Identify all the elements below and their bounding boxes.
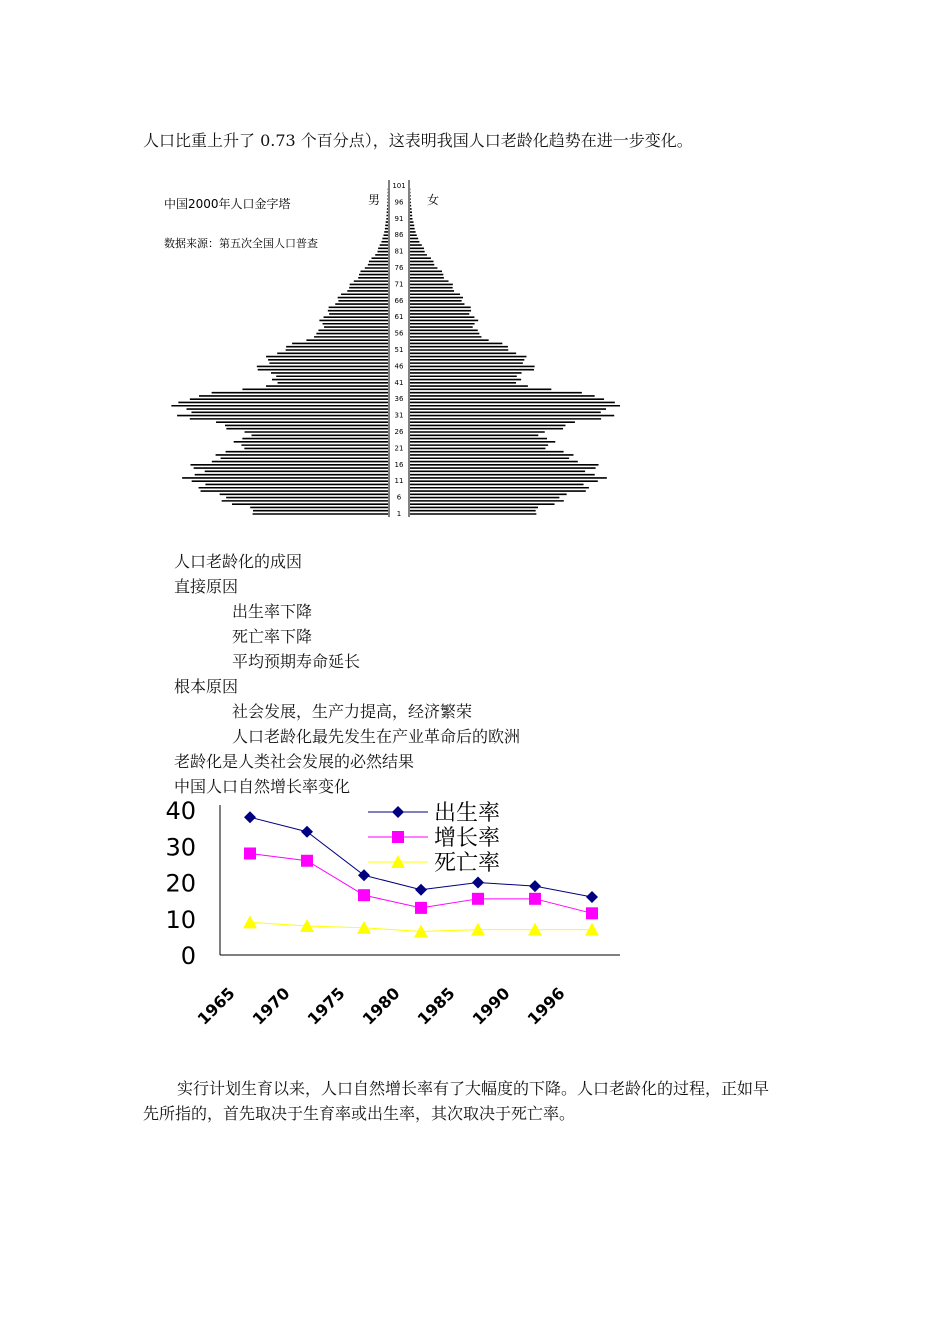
pyramid-female-label: 女 xyxy=(427,193,440,207)
pyramid-age-tick: 36 xyxy=(394,395,404,404)
rate-chart-y-tick: 0 xyxy=(180,942,196,970)
pyramid-age-tick: 86 xyxy=(394,231,404,240)
paragraph-bottom-line1: 实行计划生育以来，人口自然增长率有了大幅度的下降。人口老龄化的过程，正如早 xyxy=(177,1079,770,1098)
direct-cause-title: 直接原因 xyxy=(174,577,239,596)
rate-chart-x-tick: 1970 xyxy=(248,983,294,1029)
direct-cause-item: 平均预期寿命延长 xyxy=(232,652,361,671)
birth-rate-point xyxy=(301,826,313,838)
rate-chart-x-tick: 1996 xyxy=(523,983,569,1029)
pyramid-age-tick: 71 xyxy=(394,280,404,289)
pyramid-age-tick: 31 xyxy=(394,411,404,420)
legend-growth-rate xyxy=(368,826,500,851)
pyramid-title: 中国2000年人口金字塔 xyxy=(164,197,291,211)
pyramid-age-tick: 41 xyxy=(394,378,404,387)
rate-chart-legend xyxy=(368,801,500,876)
growth-rate-point xyxy=(586,907,598,919)
cause-title: 人口老龄化的成因 xyxy=(174,552,303,571)
pyramid-age-tick: 91 xyxy=(394,214,404,223)
birth-rate-point xyxy=(472,877,484,889)
legend-label: 死亡率 xyxy=(434,851,501,876)
rate-chart-x-tick: 1965 xyxy=(193,983,239,1029)
rate-chart-x-tick: 1975 xyxy=(303,983,349,1029)
rate-chart-y-tick: 10 xyxy=(165,905,196,934)
growth-rate-line xyxy=(244,848,598,920)
birth-rate-line xyxy=(244,811,598,903)
population-pyramid-chart xyxy=(150,170,620,525)
birth-rate-point xyxy=(415,884,427,896)
pyramid-age-tick: 76 xyxy=(394,264,404,272)
growth-rate-point xyxy=(244,848,256,860)
growth-rate-point xyxy=(358,889,370,901)
pyramid-age-tick: 11 xyxy=(394,477,404,486)
pyramid-male-label: 男 xyxy=(368,193,381,207)
legend-label: 增长率 xyxy=(434,826,501,851)
pyramid-source: 数据来源：第五次全国人口普查 xyxy=(164,237,318,250)
paragraph-top: 人口比重上升了 0.73 个百分点），这表明我国人口老龄化趋势在进一步变化。 xyxy=(143,131,693,150)
direct-cause-item: 死亡率下降 xyxy=(232,627,313,646)
pyramid-age-tick: 26 xyxy=(394,428,404,436)
pyramid-age-tick: 101 xyxy=(392,182,406,190)
pyramid-age-tick: 66 xyxy=(394,296,404,305)
natural-growth-rate-chart xyxy=(140,795,640,1045)
rate-chart-y-tick: 40 xyxy=(165,797,196,825)
rate-chart-y-ticks xyxy=(165,797,196,970)
death-rate-line xyxy=(243,915,599,937)
growth-rate-point xyxy=(415,902,427,914)
pyramid-age-tick: 6 xyxy=(396,493,402,502)
rate-chart-series xyxy=(243,811,599,937)
pyramid-age-tick: 21 xyxy=(394,444,404,453)
root-cause-title: 根本原因 xyxy=(174,677,239,696)
legend-death-rate xyxy=(368,851,500,876)
direct-cause-item: 出生率下降 xyxy=(232,602,313,621)
rate-chart-y-tick: 30 xyxy=(165,833,196,862)
pyramid-age-ticks xyxy=(392,182,405,518)
rate-chart-x-tick: 1980 xyxy=(358,983,404,1029)
growth-rate-point xyxy=(529,893,541,905)
paragraph-bottom-line2: 先所指的，首先取决于生育率或出生率，其次取决于死亡率。 xyxy=(143,1104,576,1123)
birth-rate-point xyxy=(392,806,404,818)
legend-label: 出生率 xyxy=(434,801,501,826)
birth-rate-point xyxy=(244,811,256,823)
pyramid-age-tick: 51 xyxy=(394,346,404,354)
pyramid-age-tick: 81 xyxy=(394,247,404,256)
root-cause-item: 社会发展，生产力提高，经济繁荣 xyxy=(232,702,473,721)
root-cause-item: 人口老龄化最先发生在产业革命后的欧洲 xyxy=(232,727,521,746)
pyramid-age-tick: 61 xyxy=(394,313,404,322)
rate-chart-y-tick: 20 xyxy=(165,869,196,898)
growth-rate-point xyxy=(301,855,313,867)
rate-chart-heading: 中国人口自然增长率变化 xyxy=(174,777,351,796)
rate-chart-x-tick: 1985 xyxy=(413,983,459,1029)
pyramid-age-tick: 16 xyxy=(394,460,404,469)
birth-rate-point xyxy=(358,869,370,881)
birth-rate-point xyxy=(529,880,541,892)
pyramid-age-tick: 46 xyxy=(394,362,404,371)
legend-birth-rate xyxy=(368,801,500,826)
pyramid-age-tick: 1 xyxy=(396,510,402,518)
growth-rate-point xyxy=(472,893,484,905)
growth-rate-point xyxy=(392,831,404,843)
birth-rate-point xyxy=(586,891,598,903)
conclusion-text: 老龄化是人类社会发展的必然结果 xyxy=(174,752,415,771)
rate-chart-x-ticks xyxy=(194,984,569,1029)
death-rate-point xyxy=(243,915,257,928)
pyramid-age-tick: 56 xyxy=(394,329,404,338)
pyramid-age-tick: 96 xyxy=(394,198,404,207)
rate-chart-x-tick: 1990 xyxy=(468,983,514,1029)
